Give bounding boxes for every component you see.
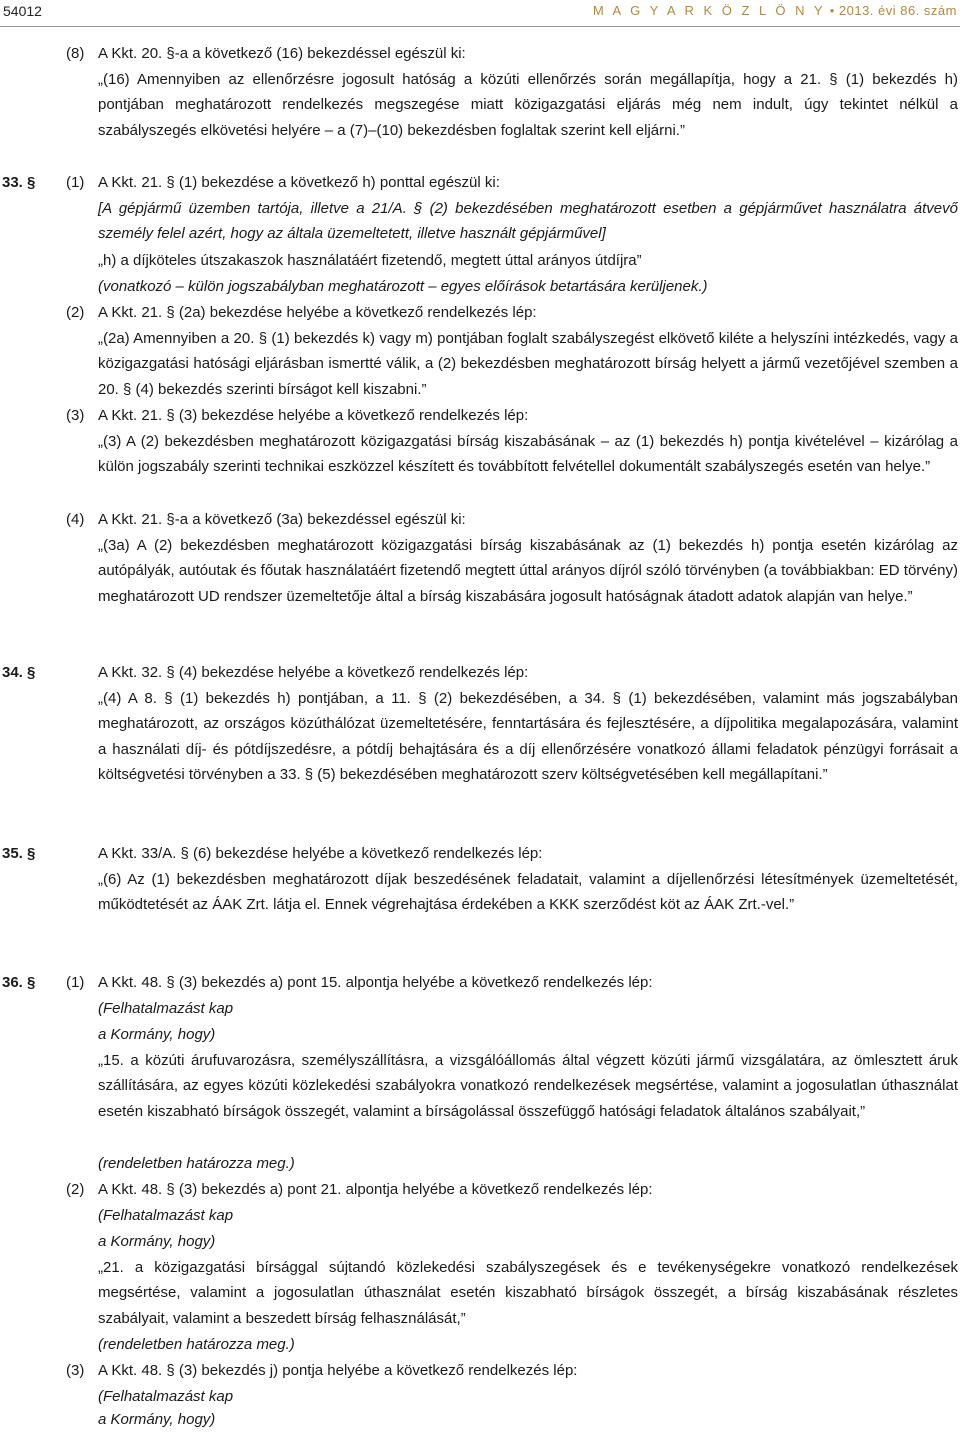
quote-block: „(3) A (2) bekezdésben meghatározott közigazgatási bírság kiszabásának – az (1) bekezdés h) pontja kivételével – kizárólag a külön jogszabály szerinti technikai eszközzel készített és továbbított felvétellel dokumentált szabályszegés esetén van helye.” xyxy=(98,433,958,476)
quote-block: „(3a) A (2) bekezdésben meghatározott közigazgatási bírság kiszabásának az (1) bekezdés h) pontja esetén kizárólag az autópályák, autóutak és főutak használatáért fizetendő megtett úttal arányos díjról szóló törvényben (a továbbiakban: ED törvény) meghatározott UD rendszer üzemeltetője által a bírság kiszabására jogosult hatóságnak átadott adatok alapján van helye.” xyxy=(98,537,958,605)
issue-label: 2013. évi 86. szám xyxy=(838,3,957,18)
header-rule xyxy=(0,26,960,27)
para-number: (2) xyxy=(66,1181,85,1198)
quote-block: „21. a közigazgatási bírsággal sújtandó közlekedési szabályszegések és e tevékenységekre vonatkozó rendelkezések megsértése, valamint a jogosulatlan úthasználat esetén kiszabható bírságok összegét, a bírság kiszabásának részletes szabályait, valamint a beszedett bírság felhasználását,” xyxy=(98,1259,958,1327)
quote-block: „(4) A 8. § (1) bekezdés h) pontjában, a 11. § (2) bekezdésében, a 34. § (1) bekezdésében, valamint más jogszabályban meghatározott, az országos közúthálózat üzemeltetésére, fenntartására és fejlesztésére, a díjpolitika megalapozására, valamint a használati díj- és pótdíjszedésre, a pótdíj behajtására és a díj ellenőrzésére vonatkozó állami feladatok pénzügyi forrásait a költségvetési törvényben a 33. § (5) bekezdésében meghatározott szerv költségvetésében kell megállapítani.” xyxy=(98,690,958,784)
page-header xyxy=(0,0,960,26)
para-text: A Kkt. 48. § (3) bekezdés a) pont 21. alpontja helyébe a következő rendelkezés lép: xyxy=(98,1181,653,1198)
italic-context: (Felhatalmazást kap xyxy=(98,1207,234,1224)
para-text: A Kkt. 33/A. § (6) bekezdése helyébe a következő rendelkezés lép: xyxy=(98,845,543,862)
para-number: (3) xyxy=(66,1362,85,1379)
para-number: (1) xyxy=(66,174,85,191)
italic-context: a Kormány, hogy) xyxy=(98,1411,216,1428)
quote-block: „(2a) Amennyiben a 20. § (1) bekezdés k) vagy m) pontjában foglalt szabályszegést elkövető kiléte a helyszíni intézkedés, vagy a közigazgatási hatósági eljárásban ismertté válik, a (2) bekezdésben meghatározott bírság helyett a jármű vezetőjével szemben a 20. § (4) bekezdés szerinti bírságot kell kiszabni.” xyxy=(98,330,958,398)
para-text: A Kkt. 21. § (1) bekezdése a következő h) ponttal egészül ki: xyxy=(98,174,500,191)
para-number: (4) xyxy=(66,511,85,528)
section-36: 36. § xyxy=(2,974,36,991)
para-text: A Kkt. 21. §-a a következő (3a) bekezdéssel egészül ki: xyxy=(98,511,466,528)
italic-context: (Felhatalmazást kap xyxy=(98,1000,234,1017)
para-text: A Kkt. 32. § (4) bekezdése helyébe a következő rendelkezés lép: xyxy=(98,664,529,681)
italic-context: (rendeletben határozza meg.) xyxy=(98,1155,295,1172)
para-number: (3) xyxy=(66,407,85,424)
section-34: 34. § xyxy=(2,664,36,681)
italic-context: a Kormány, hogy) xyxy=(98,1233,216,1250)
para-text: A Kkt. 48. § (3) bekezdés a) pont 15. alpontja helyébe a következő rendelkezés lép: xyxy=(98,974,653,991)
quote-block: „(6) Az (1) bekezdésben meghatározott díjak beszedésének feladatait, valamint a díjellenőrzési létesítmények üzemeltetését, működtetését az ÁAK Zrt. látja el. Ennek végrehajtása érdekében a KKK szerződést köt az ÁAK Zrt.-vel.” xyxy=(98,871,958,914)
para-text: A Kkt. 21. § (2a) bekezdése helyébe a következő rendelkezés lép: xyxy=(98,304,537,321)
italic-context: a Kormány, hogy) xyxy=(98,1026,216,1043)
page-number: 54012 xyxy=(3,3,42,19)
quote-block: „15. a közúti árufuvarozásra, személyszállításra, a vizsgálóállomás által végzett közúti jármű vizsgálatára, az ömlesztett áruk szállítására, az egyes közúti közlekedési szabályokra vonatkozó rendelkezések megsértése, valamint a jogosulatlan úthasználat esetén kiszabható bírságok összegét, valamint a bírságolással összefüggő hatósági feladatok általános szabályait,” xyxy=(98,1052,958,1120)
italic-context: [A gépjármű üzemben tartója, illetve a 21/A. § (2) bekezdésében meghatározott esetben a gépjárművet használatra átvevő személy felel azért, hogy az általa üzemeltetett, illetve használt gépjárművel] xyxy=(98,200,958,243)
para-number: (8) xyxy=(66,45,85,62)
para-text: A Kkt. 20. §-a a következő (16) bekezdéssel egészül ki: xyxy=(98,45,466,62)
publication-info: M A G Y A R K Ö Z L Ö N Y • 2013. évi 86. szám xyxy=(592,3,957,18)
italic-context: (rendeletben határozza meg.) xyxy=(98,1336,295,1353)
para-number: (2) xyxy=(66,304,85,321)
para-number: (1) xyxy=(66,974,85,991)
italic-context: (vonatkozó – külön jogszabályban meghatározott – egyes előírások betartására kerüljenek.) xyxy=(98,278,708,295)
publication-title: M A G Y A R K Ö Z L Ö N Y xyxy=(592,3,826,18)
para-text: A Kkt. 48. § (3) bekezdés j) pontja helyébe a következő rendelkezés lép: xyxy=(98,1362,578,1379)
section-33: 33. § xyxy=(2,174,36,191)
section-35: 35. § xyxy=(2,845,36,862)
quote-block: „h) a díjköteles útszakaszok használatáért fizetendő, megtett úttal arányos útdíjra” xyxy=(98,252,642,269)
italic-context: (Felhatalmazást kap xyxy=(98,1388,234,1405)
quote-block: „(16) Amennyiben az ellenőrzésre jogosult hatóság a közúti ellenőrzés során megállapítja, hogy a 21. § (1) bekezdés h) pontjában meghatározott rendelkezés megszegése miatt közigazgatási eljárás még nem indult, úgy tekintet nélkül a szabályszegés elkövetési helyére – a (7)–(10) bekezdésben foglaltak szerint kell eljárni.” xyxy=(98,71,958,139)
para-text: A Kkt. 21. § (3) bekezdése helyébe a következő rendelkezés lép: xyxy=(98,407,529,424)
